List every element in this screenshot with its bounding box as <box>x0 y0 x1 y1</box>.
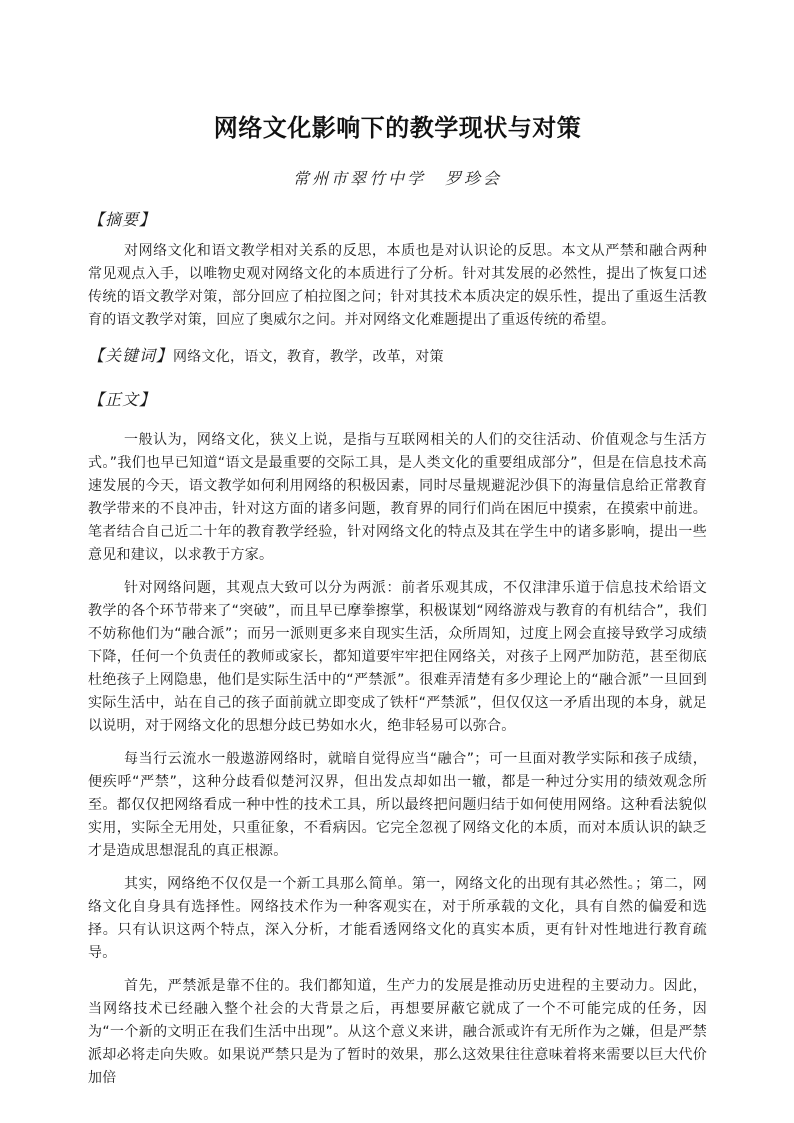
paragraph: 一般认为，网络文化，狭义上说，是指与互联网相关的人们的交往活动、价值观念与生活方式。”我们也早已知道“语文是最重要的交际工具，是人类文化的重要组成部分”，但是在信息技术高速发展的今天，语文教学如何利用网络的积极因素，同时尽量规避泥沙俱下的海量信息给正常教育教学带来的不良冲击，针对这方面的诸多问题，教育界的同行们尚在困厄中摸索，在摸索中前进。笔者结合自己近二十年的教育教学经验，针对网络文化的特点及其在学生中的诸多影响，提出一些意见和建议，以求教于方家。 <box>88 432 707 563</box>
keywords-line <box>88 344 707 369</box>
page-title: 网络文化影响下的教学现状与对策 <box>213 114 582 142</box>
keywords-text: 网络文化，语文，教育，教学，改革，对策 <box>173 349 444 365</box>
keywords-label: 【关键词】 <box>88 346 174 365</box>
paragraph: 针对网络问题，其观点大致可以分为两派：前者乐观其成，不仅津津乐道于信息技术给语文教学的各个环节带来了“突破”，而且早已摩拳擦掌，积极谋划“网络游戏与教育的有机结合”，我们不妨称他们为“融合派”；而另一派则更多来自现实生活，众所周知，过度上网会直接导致学习成绩下降，任何一个负责任的教师或家长，都知道要牢牢把住网络关，对孩子上网严加防范，甚至彻底杜绝孩子上网隐患，他们是实际生活中的“严禁派”。很难弄清楚有多少理论上的“融合派”一旦回到实际生活中，站在自己的孩子面前就立即变成了铁杆“严禁派”，但仅仅这一矛盾出现的本身，就足以说明，对于网络文化的思想分歧已势如水火，绝非轻易可以弥合。 <box>88 580 707 734</box>
main-text-label: 【正文】 <box>88 390 157 409</box>
paragraph: 其实，网络绝不仅仅是一个新工具那么简单。第一，网络文化的出现有其必然性。；第二，网络文化自身具有选择性。网络技术作为一种客观实在，对于所承载的文化，具有自然的偏爱和选择。只有认识这两个特点，深入分析，才能看透网络文化的真实本质，更有针对性地进行教育疏导。 <box>88 876 707 961</box>
abstract-text: 对网络文化和语文教学相对关系的反思，本质也是对认识论的反思。本文从严禁和融合两种常见观点入手，以唯物史观对网络文化的本质进行了分析。针对其发展的必然性，提出了恢复口述传统的语文教学对策，部分回应了柏拉图之问；针对其技术本质决定的娱乐性，提出了重返生活教育的语文教学对策，回应了奥威尔之问。并对网络文化难题提出了重返传统的希望。 <box>88 243 707 328</box>
paragraph: 每当行云流水一般遨游网络时，就暗自觉得应当“融合”；可一旦面对教学实际和孩子成绩，便疾呼“严禁”，这种分歧看似楚河汉界，但出发点却如出一辙，都是一种过分实用的绩效观念所至。都仅仅把网络看成一种中性的技术工具，所以最终把问题归结于如何使用网络。这种看法貌似实用，实际全无用处，只重征象，不看病因。它完全忽视了网络文化的本质，而对本质认识的缺乏才是造成思想混乱的真正根源。 <box>88 751 707 859</box>
author-line: 常州市翠竹中学 罗珍会 <box>292 169 502 188</box>
abstract-label: 【摘要】 <box>88 210 157 229</box>
paragraph: 首先，严禁派是靠不住的。我们都知道，生产力的发展是推动历史进程的主要动力。因此，当网络技术已经融入整个社会的大背景之后，再想要屏蔽它就成了一个不可能完成的任务，因为“一个新的文明正在我们生活中出现”。从这个意义来讲，融合派或许有无所作为之嫌，但是严禁派却必将走向失败。如果说严禁只是为了暂时的效果，那么这效果往往意味着将来需要以巨大代价加倍 <box>88 978 707 1086</box>
